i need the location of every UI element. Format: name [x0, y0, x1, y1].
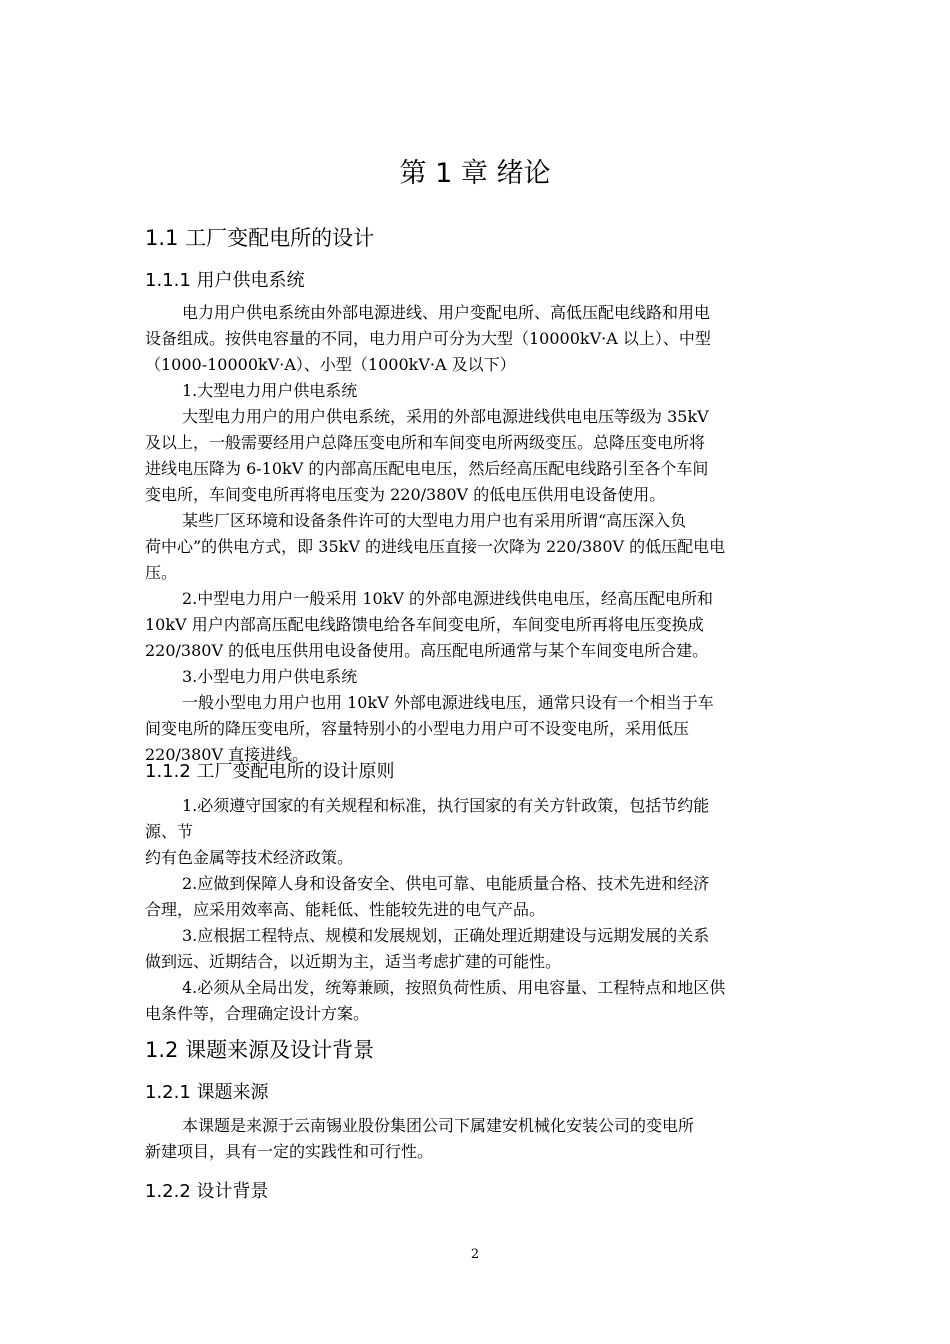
- text-line: 3.小型电力用户供电系统: [182, 667, 358, 686]
- text-line: （1000-10000kV·A）、小型（1000kV·A 及以下）: [145, 355, 516, 374]
- paragraph-block-1-1-1: [145, 300, 810, 768]
- chapter-title: 第 1 章 绪论: [399, 158, 551, 189]
- section-heading-1-1-1: 1.1.1 用户供电系统: [145, 270, 305, 291]
- text-line: 进线电压降为 6-10kV 的内部高压配电电压，然后经高压配电线路引至各个车间: [145, 459, 709, 478]
- section-heading-1-2-1: 1.2.1 课题来源: [145, 1082, 269, 1103]
- text-line: 压。: [145, 563, 178, 582]
- text-line: 1.大型电力用户供电系统: [182, 381, 358, 400]
- text-line: 间变电所的降压变电所，容量特别小的小型电力用户可不设变电所，采用低压: [145, 719, 690, 738]
- text-line: 某些厂区环境和设备条件许可的大型电力用户也有采用所谓“高压深入负: [182, 511, 687, 530]
- text-line: 荷中心”的供电方式，即 35kV 的进线电压直接一次降为 220/380V 的低压配电电: [145, 537, 726, 556]
- text-line: 220/380V 直接进线。: [145, 745, 309, 764]
- section-heading-1-2-2: 1.2.2 设计背景: [145, 1181, 269, 1202]
- text-line: 2.应做到保障人身和设备安全、供电可靠、电能质量合格、技术先进和经济: [182, 874, 710, 893]
- text-line: 一般小型电力用户也用 10kV 外部电源进线电压，通常只设有一个相当于车: [182, 693, 714, 712]
- text-line: 2.中型电力用户一般采用 10kV 的外部电源进线供电电压，经高压配电所和: [182, 589, 714, 608]
- paragraph-block-1-2-1: [145, 1113, 810, 1165]
- text-line: 电力用户供电系统由外部电源进线、用户变配电所、高低压配电线路和用电: [182, 303, 711, 322]
- text-line: 4.必须从全局出发，统筹兼顾，按照负荷性质、用电容量、工程特点和地区供: [182, 978, 726, 997]
- text-line: 合理，应采用效率高、能耗低、性能较先进的电气产品。: [145, 900, 546, 919]
- section-heading-1-1-2: 1.1.2 工厂变配电所的设计原则: [145, 761, 395, 782]
- text-line: 约有色金属等技术经济政策。: [145, 848, 354, 867]
- text-line: 做到远、近期结合，以近期为主，适当考虑扩建的可能性。: [145, 952, 562, 971]
- text-line: 及以上，一般需要经用户总降压变电所和车间变电所两级变压。总降压变电所将: [145, 433, 706, 452]
- text-line: 220/380V 的低电压供用电设备使用。高压配电所通常与某个车间变电所合建。: [145, 641, 709, 660]
- text-line: 3.应根据工程特点、规模和发展规划，正确处理近期建设与远期发展的关系: [182, 926, 710, 945]
- text-line: 大型电力用户的用户供电系统，采用的外部电源进线供电电压等级为 35kV: [182, 407, 709, 426]
- text-line: 源、节: [145, 822, 194, 841]
- text-line: 新建项目，具有一定的实践性和可行性。: [145, 1142, 434, 1161]
- page-number: 2: [470, 1247, 480, 1262]
- text-line: 变电所，车间变电所再将电压变为 220/380V 的低电压供用电设备使用。: [145, 485, 666, 504]
- text-line: 本课题是来源于云南锡业股份集团公司下属建安机械化安装公司的变电所: [182, 1116, 695, 1135]
- text-line: 设备组成。按供电容量的不同，电力用户可分为大型（10000kV·A 以上）、中型: [145, 329, 711, 348]
- section-heading-1-1: 1.1 工厂变配电所的设计: [145, 226, 375, 250]
- text-line: 电条件等，合理确定设计方案。: [145, 1004, 370, 1023]
- paragraph-block-1-1-2: [145, 793, 810, 1027]
- text-line: 1.必须遵守国家的有关规程和标准，执行国家的有关方针政策，包括节约能: [182, 796, 710, 815]
- text-line: 10kV 用户内部高压配电线路馈电给各车间变电所，车间变电所再将电压变换成: [145, 615, 704, 634]
- section-heading-1-2: 1.2 课题来源及设计背景: [145, 1038, 375, 1062]
